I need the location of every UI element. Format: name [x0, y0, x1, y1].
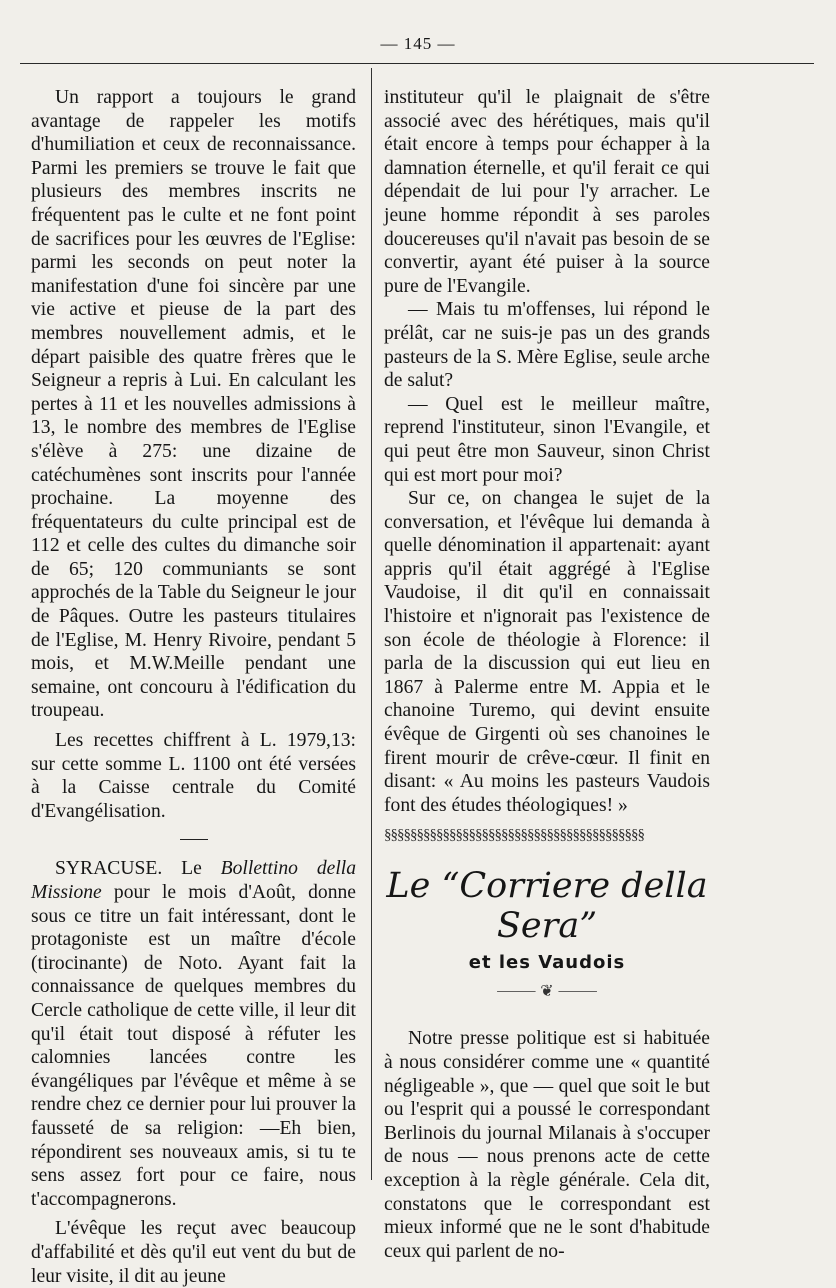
paragraph-report: Un rapport a toujours le grand avantage de rappeler les motifs d'humiliation et ceux de reconnaissance. Parmi les premiers se trouve le fait que plusieurs des membres inscrits ne fréquentent pas le culte et ne font point de sacrifices pour les œuvres de l'Eglise: parmi les seconds on peut noter la manifestation d'une foi sincère par une vie active et pieuse de la part des membres nouvellement admis, et le départ paisible des quatre frères que le Seigneur a repris à Lui. En calculant les pertes à 11 et les nouvelles admissions à 13, le nombre des membres de l'Eglise s'élève à 275: une dizaine de catéchumènes sont inscrits pour l'année prochaine. La moyenne des fréquentateurs du culte principal est de 112 et celle des cultes du dimanche soir de 65; 120 communiants se sont approchés de la Table du Seigneur le jour de Pâques. Outre les pasteurs titulaires de l'Eglise, M. Henry Rivoire, pendant 5 mois, et M.W.Meille pendant une semaine, ont concouru à l'édification du troupeau. — [31, 87, 356, 722]
paragraph-receipts: Les recettes chiffrent à L. 1979,13: sur cette somme L. 1100 ont été versées à la Caisse centrale du Comité d'Evangélisation. — [31, 730, 356, 822]
syracuse-lead: SYRACUSE. Le — [55, 858, 221, 880]
article-title: Le “Corriere della Sera” — [386, 866, 708, 947]
paragraph-prelate: — Mais tu m'offenses, lui répond le prélât, car ne suis-je pas un des grands pasteurs de la S. Mère Eglise, seule arche de salut? — [384, 299, 710, 392]
header-rule — [20, 63, 814, 64]
ornament-border: §§§§§§§§§§§§§§§§§§§§§§§§§§§§§§§§§§§§§§§§ — [384, 827, 644, 844]
paragraph-denomination: Sur ce, on changea le sujet de la conversation, et l'évêque lui demanda à quelle dénomination il appartenait: ayant appris qu'il était aggrégé à l'Eglise Vaudoise, il dit qu'il en connaissait l'histoire et n'ignorait pas l'existence de son école de théologie à Florence: il parla de la discussion qui eut lieu en 1867 à Palerme entre M. Appia et le chanoine Turemo, qui devint ensuite évêque de Girgenti où ses chanoines le firent mourir de crêve-cœur. Il finit en disant: « Au moins les pasteurs Vaudois font des études théologiques! » — [384, 488, 710, 816]
paragraph-teacher: instituteur qu'il le plaignait de s'être associé avec des hérétiques, mais qu'il était encore à temps pour échapper à la damnation éternelle, et qu'il ferait ce qui dépendait de lui pour l'y arracher. Le jeune homme répondit à ses paroles doucereuses qu'il n'avait pas besoin de se convertir, ayant été puiser à la source pure de l'Evangile. — [384, 87, 710, 297]
section-separator — [180, 839, 208, 840]
paragraph-bishop: L'évêque les reçut avec beaucoup d'affabilité et dès qu'il eut vent du but de leur visite, il dit au jeune — [31, 1218, 356, 1287]
right-column — [384, 86, 710, 1263]
article-subtitle: et les Vaudois — [468, 952, 626, 974]
paragraph-master: — Quel est le meilleur maître, reprend l'instituteur, sinon l'Evangile, et qui peut être mon Sauveur, sinon Christ qui est mort pour moi? — [384, 393, 710, 486]
left-column — [31, 86, 356, 1288]
paragraph-press: Notre presse politique est si habituée à nous considérer comme une « quantité négligeable », que — quel que soit le but ou l'esprit qui a poussé le correspondant Berlinois du journal Milanais à s'occuper de nous — nous prenons acte de cette exception à la règle générale. Cela dit, constatons que le correspondant est mieux informé que ne le sont d'habitude ceux qui parlent de no- — [384, 1028, 710, 1262]
syracuse-body: pour le mois d'Août, donne sous ce titre un fait intéressant, dont le protagoniste est un maître d'école (tirocinante) de Noto. Ayant fait la connaissance de quelques membres du Cercle catholique de cette ville, il leur dit qu'il était tout disposé à réfuter les calomnies lancées contre les évangéliques par l'évêque et même à se rendre chez ce dernier pour lui prouver la fausseté de sa religion: —Eh bien, répondirent ses nouveaux amis, si tu te sens assez fort pour ce faire, nous t'accompagnerons. — [31, 882, 356, 1210]
bulletin-title-part2: Missione — [31, 882, 102, 903]
page-number: — 145 — — [380, 34, 456, 53]
paragraph-syracuse — [31, 857, 356, 1211]
column-divider — [371, 68, 372, 1180]
bulletin-title-part1: Bollettino della — [220, 858, 356, 880]
fleuron-ornament: ⸻ ❦ ⸻ — [496, 983, 598, 1001]
